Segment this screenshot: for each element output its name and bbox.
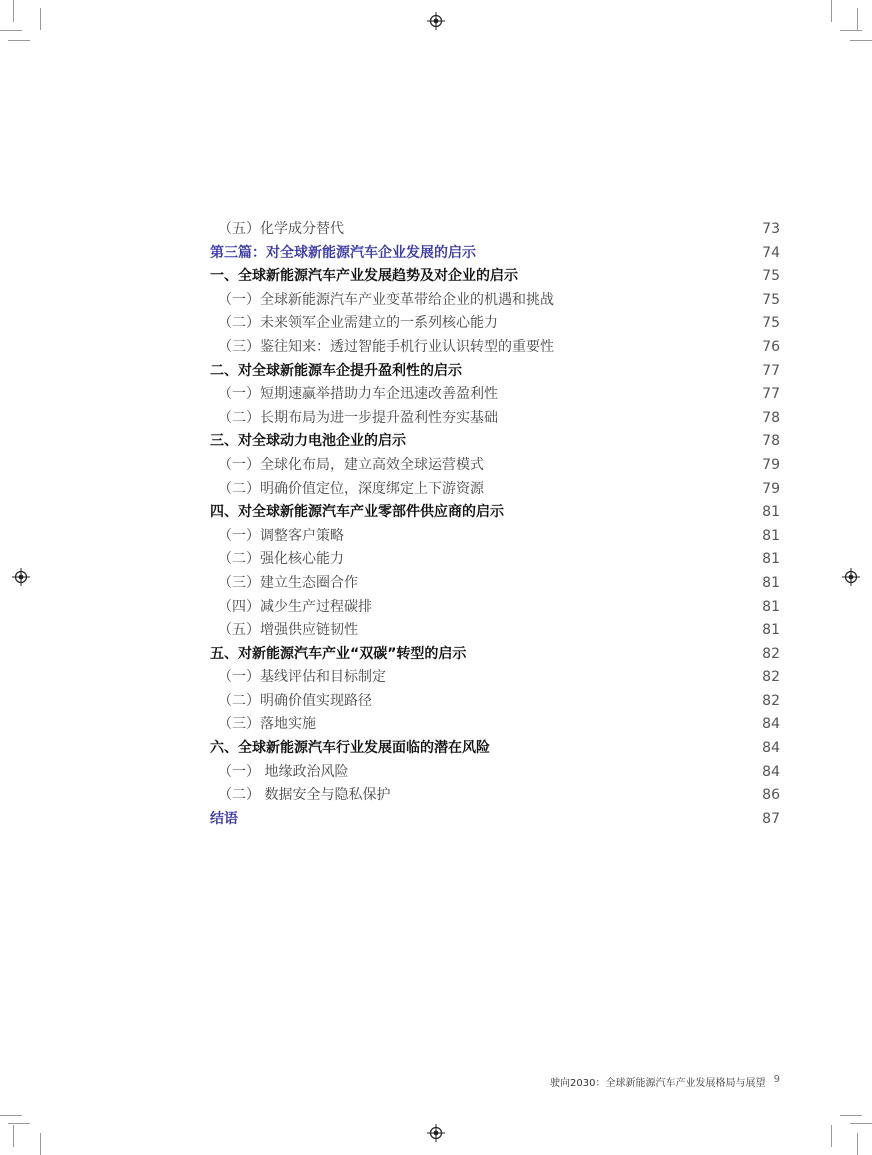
toc-page-number: 77	[762, 386, 780, 403]
toc-entry-title: （五）化学成分替代	[218, 221, 344, 237]
toc-subentry[interactable]	[210, 289, 780, 313]
toc-page-number: 82	[762, 692, 780, 709]
crop-mark-icon	[831, 1125, 832, 1147]
toc-page-number: 84	[762, 763, 780, 780]
toc-subentry[interactable]	[210, 666, 780, 690]
toc-page-number: 81	[762, 527, 780, 544]
toc-entry-title: （五）增强供应链韧性	[218, 622, 358, 639]
registration-mark-icon	[842, 568, 860, 586]
crop-mark-icon	[850, 40, 872, 41]
toc-entry-title: （一） 地缘政治风险	[218, 763, 349, 780]
toc-page-number: 87	[762, 810, 780, 827]
toc-entry-title: （三）建立生态圈合作	[218, 574, 358, 591]
toc-page-number: 81	[762, 504, 780, 521]
toc-subentry[interactable]	[210, 619, 780, 643]
toc-subentry[interactable]	[210, 784, 780, 808]
toc-entry-title: （一）全球化布局，建立高效全球运营模式	[218, 456, 484, 473]
toc-page-number: 77	[762, 362, 780, 379]
toc-entry-title: 四、对全球新能源汽车产业零部件供应商的启示	[210, 504, 504, 521]
toc-page-number: 86	[762, 787, 780, 804]
crop-mark-icon	[40, 8, 41, 30]
toc-subentry[interactable]	[210, 312, 780, 336]
toc-subentry[interactable]	[210, 596, 780, 620]
toc-section-heading[interactable]	[210, 360, 780, 384]
crop-mark-icon	[857, 1133, 858, 1155]
toc-entry-title: （二）强化核心能力	[218, 551, 344, 568]
toc-page-number: 79	[762, 456, 780, 473]
toc-entry-title: （三）落地实施	[218, 716, 316, 733]
toc-page-number: 82	[762, 669, 780, 686]
toc-subentry[interactable]	[210, 218, 780, 242]
toc-entry-title: （二）未来领军企业需建立的一系列核心能力	[218, 315, 498, 332]
toc-page-number: 78	[762, 409, 780, 426]
toc-page-number: 73	[762, 221, 780, 237]
footer-page-number: 9	[773, 1074, 780, 1085]
toc-entry-title: 一、全球新能源汽车产业发展趋势及对企业的启示	[210, 268, 518, 285]
toc-entry-title: （三）鉴往知来：透过智能手机行业认识转型的重要性	[218, 338, 554, 355]
toc-subentry[interactable]	[210, 336, 780, 360]
toc-page-number: 78	[762, 433, 780, 450]
toc-subentry[interactable]	[210, 690, 780, 714]
toc-page-number: 75	[762, 315, 780, 332]
toc-page-number: 84	[762, 716, 780, 733]
toc-subentry[interactable]	[210, 572, 780, 596]
registration-mark-icon	[427, 12, 445, 30]
crop-mark-icon	[40, 1133, 41, 1155]
crop-mark-icon	[840, 1115, 862, 1116]
toc-part-heading[interactable]	[210, 242, 780, 266]
toc-subentry[interactable]	[210, 454, 780, 478]
crop-mark-icon	[8, 1123, 30, 1124]
toc-page-number: 81	[762, 598, 780, 615]
toc-page-number: 75	[762, 268, 780, 285]
crop-mark-icon	[13, 0, 14, 22]
toc-section-heading[interactable]	[210, 643, 780, 667]
toc-entry-title: （一）基线评估和目标制定	[218, 669, 386, 686]
toc-page-number: 81	[762, 574, 780, 591]
toc-entry-title: （四）减少生产过程碳排	[218, 598, 372, 615]
crop-mark-icon	[857, 8, 858, 30]
crop-mark-icon	[0, 1115, 22, 1116]
toc-part-heading[interactable]	[210, 808, 780, 832]
toc-page-number: 84	[762, 740, 780, 757]
crop-mark-icon	[850, 1123, 872, 1124]
table-of-contents	[210, 218, 780, 831]
toc-subentry[interactable]	[210, 713, 780, 737]
toc-entry-title: 三、对全球动力电池企业的启示	[210, 433, 406, 450]
toc-entry-title: 五、对新能源汽车产业“双碳”转型的启示	[210, 645, 467, 662]
toc-page-number: 79	[762, 480, 780, 497]
toc-entry-title: （二）明确价值定位，深度绑定上下游资源	[218, 480, 484, 497]
crop-mark-icon	[831, 0, 832, 22]
toc-page-number: 74	[762, 244, 780, 261]
toc-page-number: 81	[762, 551, 780, 568]
crop-mark-icon	[0, 30, 22, 31]
toc-subentry[interactable]	[210, 548, 780, 572]
registration-mark-icon	[12, 568, 30, 586]
toc-entry-title: （一）短期速赢举措助力车企迅速改善盈利性	[218, 386, 498, 403]
toc-page-number: 75	[762, 291, 780, 308]
crop-mark-icon	[13, 1125, 14, 1147]
toc-subentry[interactable]	[210, 525, 780, 549]
toc-entry-title: （二）长期布局为进一步提升盈利性夯实基础	[218, 409, 498, 426]
toc-page-number: 76	[762, 338, 780, 355]
toc-entry-title: 六、全球新能源汽车行业发展面临的潜在风险	[210, 740, 490, 757]
toc-section-heading[interactable]	[210, 501, 780, 525]
toc-entry-title: （一）全球新能源汽车产业变革带给企业的机遇和挑战	[218, 291, 554, 308]
toc-page-number: 82	[762, 645, 780, 662]
toc-entry-title: 二、对全球新能源车企提升盈利性的启示	[210, 362, 462, 379]
toc-entry-title: （二）明确价值实现路径	[218, 692, 372, 709]
registration-mark-icon	[427, 1124, 445, 1142]
toc-entry-title: （一）调整客户策略	[218, 527, 344, 544]
toc-section-heading[interactable]	[210, 737, 780, 761]
crop-mark-icon	[8, 40, 30, 41]
toc-section-heading[interactable]	[210, 265, 780, 289]
footer-title: 驶向2030：全球新能源汽车产业发展格局与展望	[550, 1078, 766, 1089]
toc-entry-title: 结语	[210, 810, 238, 827]
toc-entry-title: （二） 数据安全与隐私保护	[218, 787, 391, 804]
toc-subentry[interactable]	[210, 407, 780, 431]
toc-page-number: 81	[762, 622, 780, 639]
toc-subentry[interactable]	[210, 383, 780, 407]
toc-subentry[interactable]	[210, 761, 780, 785]
toc-subentry[interactable]	[210, 478, 780, 502]
toc-entry-title: 第三篇：对全球新能源汽车企业发展的启示	[210, 244, 476, 261]
toc-section-heading[interactable]	[210, 430, 780, 454]
crop-mark-icon	[840, 30, 862, 31]
